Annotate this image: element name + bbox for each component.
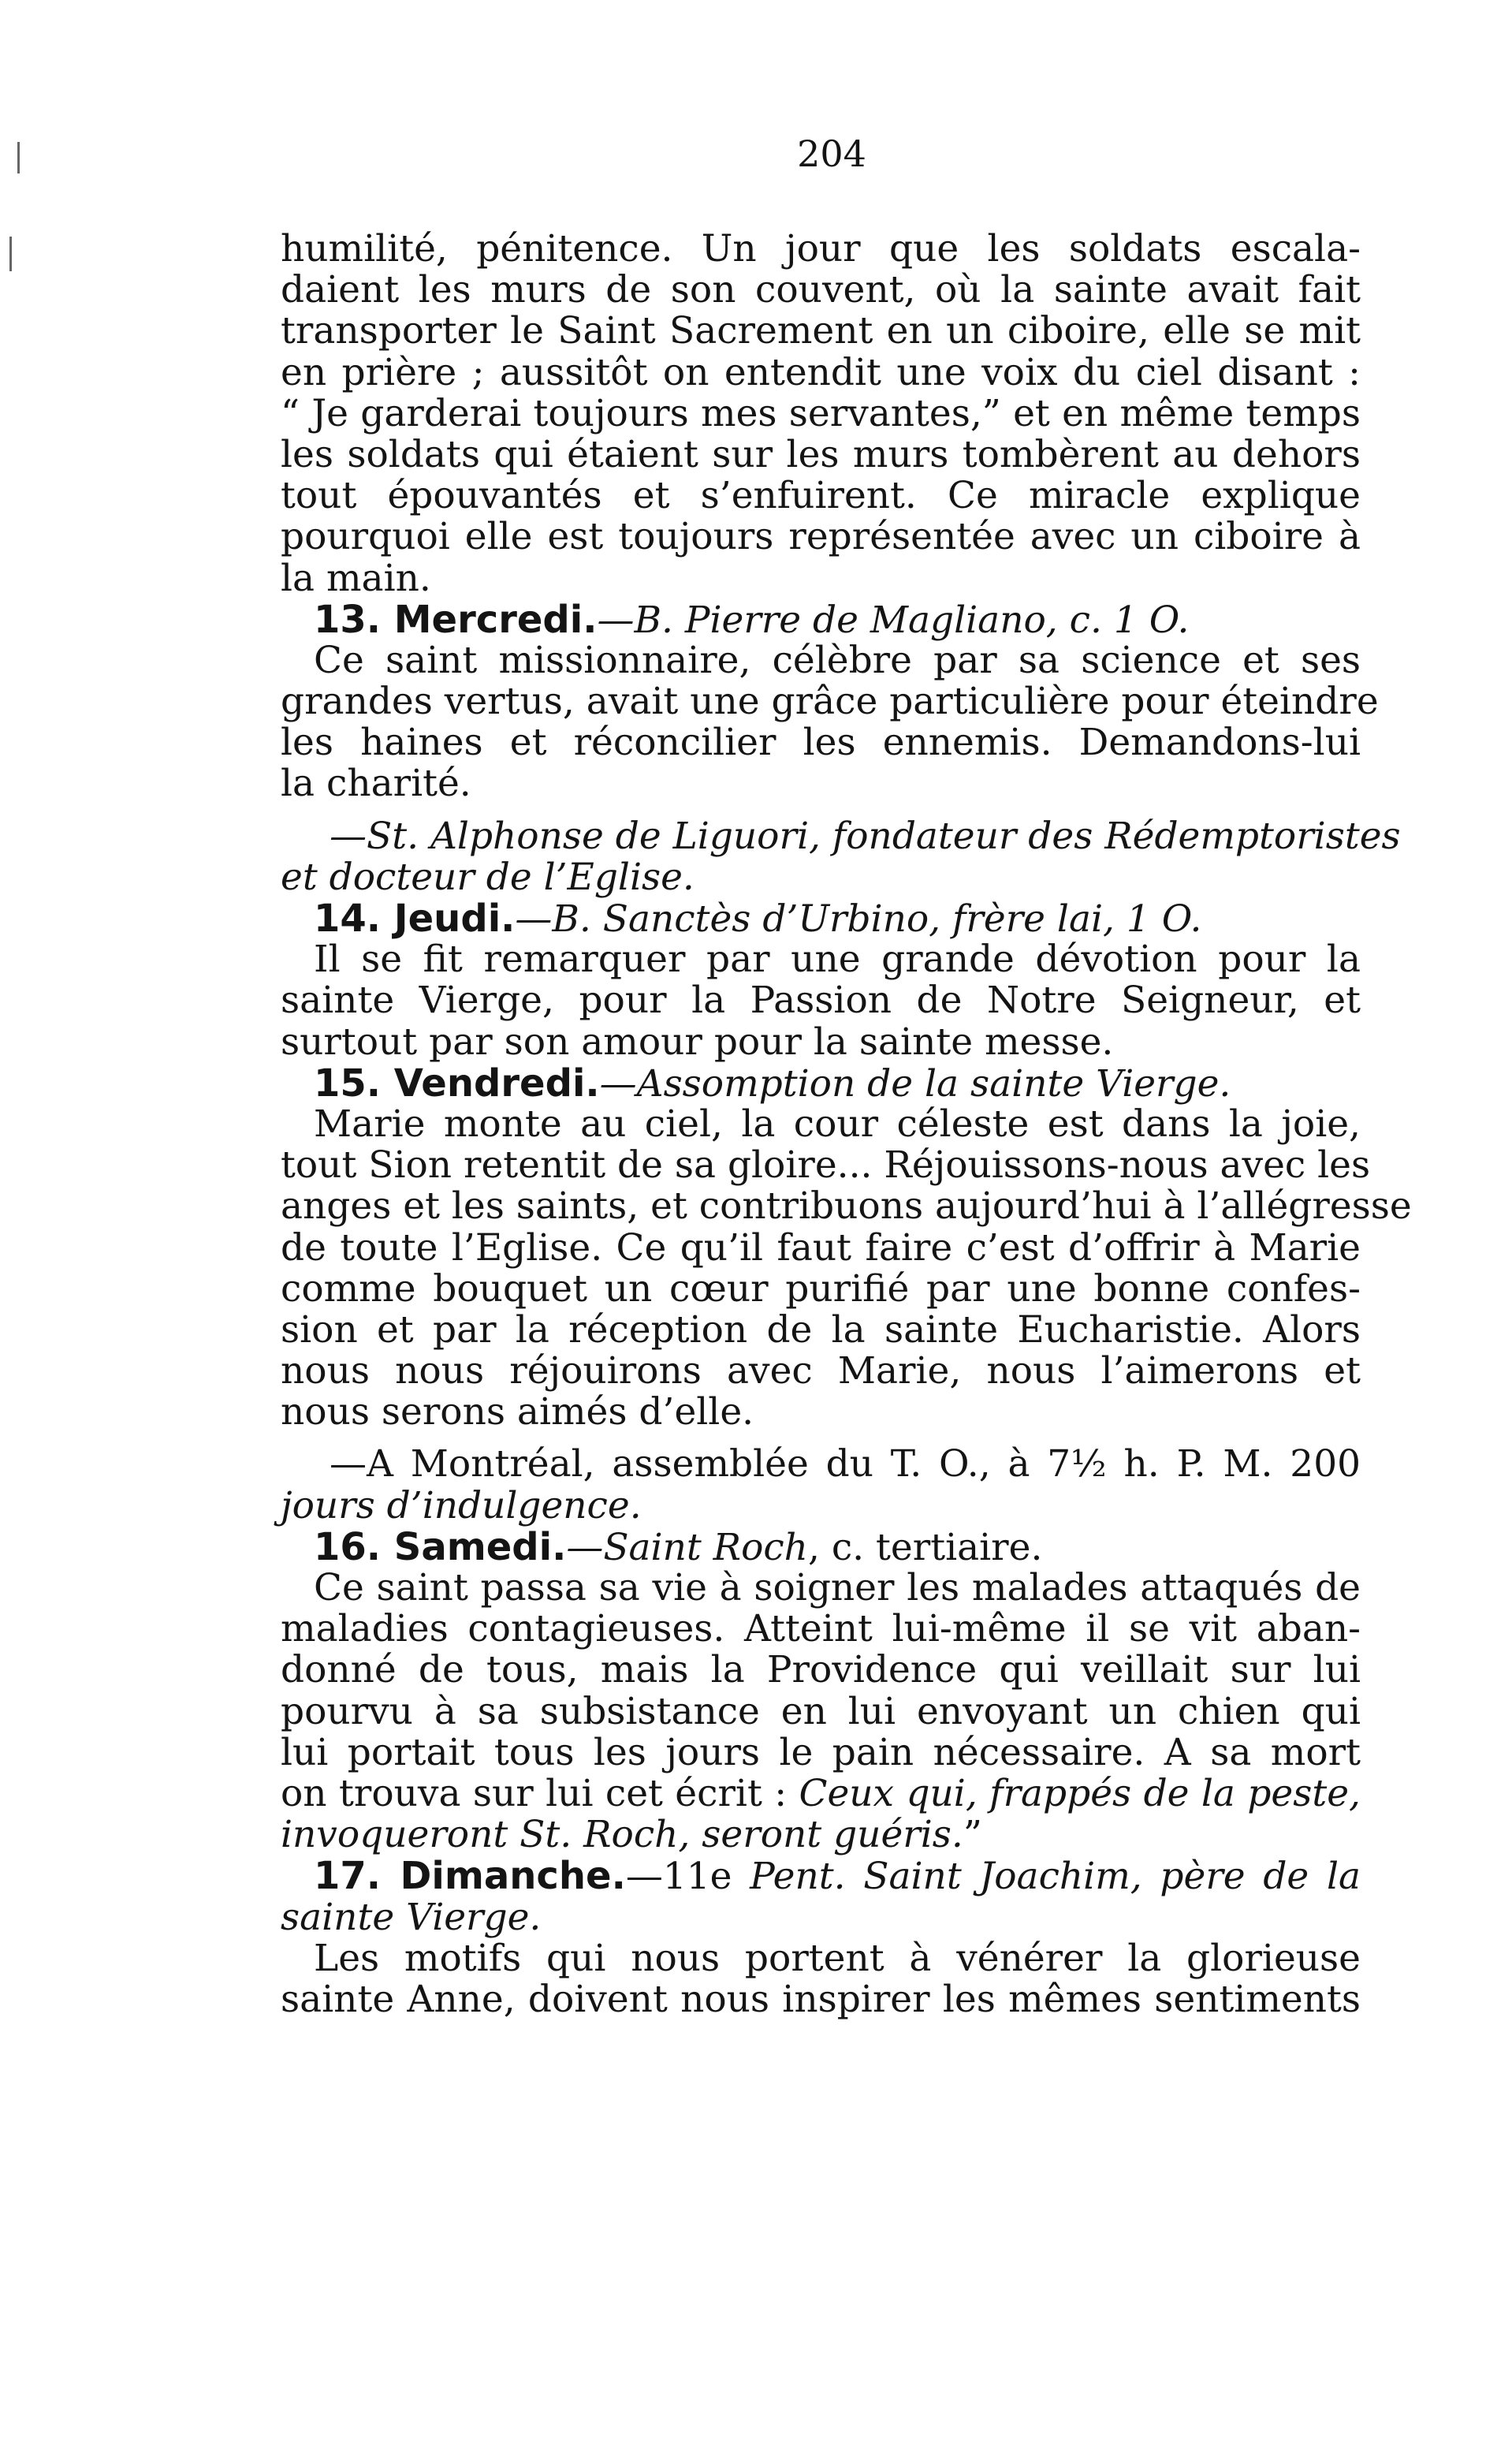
entry-saint: Pent. Saint Joachim, père de la	[750, 1855, 1361, 1899]
text-line: pourvu à sa subsistance en lui envoyant un chien qui	[281, 1689, 1361, 1733]
text-line: surtout par son amour pour la sainte messe.	[281, 1020, 1114, 1064]
entry-day: 13. Mercredi.	[314, 597, 598, 642]
entry-heading	[281, 1524, 1361, 1569]
entry-15	[281, 1061, 1412, 1527]
text-line: Marie monte au ciel, la cour céleste est dans la joie,	[314, 1102, 1361, 1146]
entry-14	[281, 898, 1361, 1063]
text-line: de toute l’Eglise. Ce qu’il faut faire c’est d’offrir à Marie	[281, 1225, 1361, 1270]
entry-week: —11e	[625, 1855, 750, 1899]
entry-heading	[281, 1854, 1361, 1899]
entry-day: 14. Jeudi.	[314, 897, 516, 941]
entry-saint-cont: sainte Vierge.	[281, 1895, 542, 1939]
entry-heading	[281, 599, 1361, 640]
entry-heading	[281, 1063, 1361, 1104]
text-line	[281, 1773, 1361, 1814]
text-line: Il se fit remarquer par une grande dévotion pour la	[314, 938, 1361, 982]
text-line: maladies contagieuses. Atteint lui-même il se vit aban-	[281, 1607, 1361, 1651]
text-line: en prière ; aussitôt on entendit une voix du ciel disant :	[281, 350, 1361, 394]
text-line: sion et par la réception de la sainte Eucharistie. Alors	[281, 1307, 1361, 1352]
text-line: sainte Anne, doivent nous inspirer les mêmes sentiments	[281, 1977, 1361, 2021]
page-body	[281, 227, 1412, 2021]
entry-17	[281, 1855, 1361, 2020]
scan-mark-left	[9, 237, 12, 271]
text-line: les haines et réconcilier les ennemis. Demandons-lui	[281, 721, 1361, 765]
entry-note: et docteur de l’Eglise.	[281, 855, 695, 899]
text-run-italic: invoqueront St. Roch, seront guéris.	[281, 1813, 963, 1857]
text-line: lui portait tous les jours le pain nécessaire. A sa mort	[281, 1730, 1361, 1774]
text-line: tout Sion retentit de sa gloire... Réjouissons-nous avec les	[281, 1143, 1371, 1188]
text-run: on trouva sur lui cet écrit :	[281, 1771, 799, 1815]
text-line: grandes vertus, avait une grâce particulière pour éteindre	[281, 680, 1379, 724]
text-run: ”	[963, 1813, 982, 1857]
text-line: sainte Vierge, pour la Passion de Notre Seigneur, et	[281, 979, 1361, 1023]
entry-saint: —B. Sanctès d’Urbino, frère lai, 1 O.	[515, 897, 1202, 941]
entry-heading	[281, 898, 1361, 939]
entry-saint-suffix: , c. tertiaire.	[807, 1525, 1043, 1569]
entry-day: 15. Vendredi.	[314, 1061, 600, 1106]
entry-saint: —Saint Roch	[566, 1525, 808, 1569]
text-line: nous serons aimés d’elle.	[281, 1390, 754, 1434]
page-number: 204	[797, 132, 866, 175]
text-line: la charité.	[281, 762, 471, 806]
text-run-italic: Ceux qui, frappés de la peste,	[799, 1771, 1361, 1815]
text-line: anges et les saints, et contribuons aujourd’hui à l’allégresse	[281, 1184, 1412, 1229]
text-line: Les motifs qui nous portent à vénérer la glorieuse	[314, 1936, 1361, 1980]
entry-note: jours d’indulgence.	[281, 1483, 642, 1527]
text-line: nous nous réjouirons avec Marie, nous l’aimerons et	[281, 1349, 1361, 1393]
entry-saint: —Assomption de la sainte Vierge.	[599, 1061, 1231, 1106]
text-line: les soldats qui étaient sur les murs tombèrent au dehors	[281, 432, 1361, 476]
text-line: humilité, pénitence. Un jour que les soldats escala-	[281, 227, 1361, 270]
entry-16	[281, 1524, 1361, 1857]
entry-day: 17. Dimanche.	[314, 1854, 626, 1899]
text-line: Ce saint missionnaire, célèbre par sa science et ses	[314, 638, 1361, 682]
entry-note: —A Montréal, assemblée du T. O., à 7½ h. P. M. 200	[330, 1442, 1361, 1486]
entry-day: 16. Samedi.	[314, 1524, 567, 1569]
entry-saint: —B. Pierre de Magliano, c. 1 O.	[597, 598, 1190, 642]
paragraph-continued	[281, 229, 1361, 599]
text-line: Ce saint passa sa vie à soigner les malades attaqués de	[314, 1566, 1361, 1609]
text-line: daient les murs de son couvent, où la sainte avait fait	[281, 268, 1361, 312]
text-line: comme bouquet un cœur purifié par une bonne confes-	[281, 1266, 1361, 1311]
text-line: tout épouvantés et s’enfuirent. Ce miracle explique	[281, 474, 1361, 518]
text-line: pourquoi elle est toujours représentée avec un ciboire à	[281, 515, 1361, 559]
entry-13	[281, 597, 1401, 899]
text-line: transporter le Saint Sacrement en un ciboire, elle se mit	[281, 309, 1361, 353]
text-line: “ Je garderai toujours mes servantes,” et en même temps	[281, 391, 1361, 435]
text-line: la main.	[281, 556, 431, 600]
text-line: donné de tous, mais la Providence qui veillait sur lui	[281, 1648, 1361, 1692]
entry-note: —St. Alphonse de Liguori, fondateur des Rédemptoristes	[330, 814, 1401, 858]
text-line	[281, 1814, 1361, 1855]
